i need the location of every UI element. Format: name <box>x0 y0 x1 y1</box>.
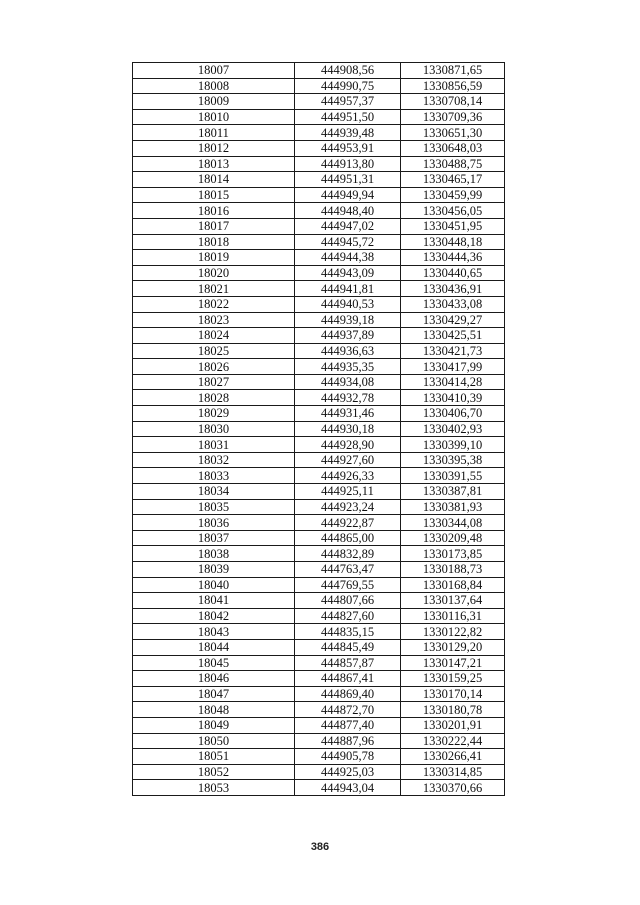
table-row <box>133 577 505 593</box>
y-coordinate-cell: 1330188,73 <box>401 562 505 578</box>
y-coordinate-cell: 1330395,38 <box>401 452 505 468</box>
y-coordinate-cell: 1330429,27 <box>401 312 505 328</box>
point-number-cell: 18048 <box>133 702 295 718</box>
x-coordinate-cell: 444949,94 <box>295 187 401 203</box>
point-number-cell: 18032 <box>133 452 295 468</box>
point-number-cell: 18031 <box>133 437 295 453</box>
point-number-cell: 18053 <box>133 780 295 796</box>
point-number-cell: 18007 <box>133 63 295 79</box>
point-number-cell: 18030 <box>133 421 295 437</box>
y-coordinate-cell: 1330448,18 <box>401 234 505 250</box>
point-number-cell: 18034 <box>133 484 295 500</box>
point-number-cell: 18019 <box>133 250 295 266</box>
table-row <box>133 655 505 671</box>
table-row <box>133 109 505 125</box>
x-coordinate-cell: 444845,49 <box>295 639 401 655</box>
table-row <box>133 187 505 203</box>
point-number-cell: 18052 <box>133 764 295 780</box>
y-coordinate-cell: 1330465,17 <box>401 172 505 188</box>
table-row <box>133 546 505 562</box>
table-row <box>133 530 505 546</box>
table-row <box>133 749 505 765</box>
x-coordinate-cell: 444951,50 <box>295 109 401 125</box>
x-coordinate-cell: 444925,03 <box>295 764 401 780</box>
table-row <box>133 250 505 266</box>
y-coordinate-cell: 1330314,85 <box>401 764 505 780</box>
x-coordinate-cell: 444827,60 <box>295 608 401 624</box>
table-row <box>133 218 505 234</box>
x-coordinate-cell: 444867,41 <box>295 671 401 687</box>
x-coordinate-cell: 444944,38 <box>295 250 401 266</box>
x-coordinate-cell: 444936,63 <box>295 343 401 359</box>
table-row <box>133 265 505 281</box>
y-coordinate-cell: 1330266,41 <box>401 749 505 765</box>
point-number-cell: 18029 <box>133 406 295 422</box>
table-row <box>133 390 505 406</box>
y-coordinate-cell: 1330391,55 <box>401 468 505 484</box>
y-coordinate-cell: 1330414,28 <box>401 374 505 390</box>
table-row <box>133 94 505 110</box>
point-number-cell: 18010 <box>133 109 295 125</box>
x-coordinate-cell: 444934,08 <box>295 374 401 390</box>
y-coordinate-cell: 1330444,36 <box>401 250 505 266</box>
point-number-cell: 18037 <box>133 530 295 546</box>
table-row <box>133 281 505 297</box>
table-row <box>133 78 505 94</box>
x-coordinate-cell: 444957,37 <box>295 94 401 110</box>
x-coordinate-cell: 444927,60 <box>295 452 401 468</box>
x-coordinate-cell: 444948,40 <box>295 203 401 219</box>
table-row <box>133 63 505 79</box>
table-row <box>133 624 505 640</box>
y-coordinate-cell: 1330137,64 <box>401 593 505 609</box>
y-coordinate-cell: 1330651,30 <box>401 125 505 141</box>
point-number-cell: 18042 <box>133 608 295 624</box>
y-coordinate-cell: 1330433,08 <box>401 296 505 312</box>
x-coordinate-cell: 444872,70 <box>295 702 401 718</box>
x-coordinate-cell: 444905,78 <box>295 749 401 765</box>
point-number-cell: 18044 <box>133 639 295 655</box>
point-number-cell: 18035 <box>133 499 295 515</box>
table-row <box>133 733 505 749</box>
table-row <box>133 125 505 141</box>
y-coordinate-cell: 1330168,84 <box>401 577 505 593</box>
x-coordinate-cell: 444951,31 <box>295 172 401 188</box>
table-row <box>133 359 505 375</box>
table-row <box>133 437 505 453</box>
y-coordinate-cell: 1330871,65 <box>401 63 505 79</box>
x-coordinate-cell: 444990,75 <box>295 78 401 94</box>
table-row <box>133 702 505 718</box>
x-coordinate-cell: 444945,72 <box>295 234 401 250</box>
point-number-cell: 18018 <box>133 234 295 250</box>
point-number-cell: 18015 <box>133 187 295 203</box>
x-coordinate-cell: 444923,24 <box>295 499 401 515</box>
x-coordinate-cell: 444763,47 <box>295 562 401 578</box>
y-coordinate-cell: 1330399,10 <box>401 437 505 453</box>
table-row <box>133 780 505 796</box>
x-coordinate-cell: 444887,96 <box>295 733 401 749</box>
x-coordinate-cell: 444926,33 <box>295 468 401 484</box>
x-coordinate-cell: 444769,55 <box>295 577 401 593</box>
point-number-cell: 18049 <box>133 717 295 733</box>
x-coordinate-cell: 444832,89 <box>295 546 401 562</box>
x-coordinate-cell: 444932,78 <box>295 390 401 406</box>
point-number-cell: 18025 <box>133 343 295 359</box>
x-coordinate-cell: 444939,18 <box>295 312 401 328</box>
point-number-cell: 18014 <box>133 172 295 188</box>
x-coordinate-cell: 444937,89 <box>295 328 401 344</box>
page-number: 386 <box>310 841 330 853</box>
y-coordinate-cell: 1330147,21 <box>401 655 505 671</box>
table-row <box>133 156 505 172</box>
y-coordinate-cell: 1330406,70 <box>401 406 505 422</box>
x-coordinate-cell: 444922,87 <box>295 515 401 531</box>
y-coordinate-cell: 1330451,95 <box>401 218 505 234</box>
x-coordinate-cell: 444835,15 <box>295 624 401 640</box>
point-number-cell: 18022 <box>133 296 295 312</box>
y-coordinate-cell: 1330436,91 <box>401 281 505 297</box>
point-number-cell: 18036 <box>133 515 295 531</box>
point-number-cell: 18017 <box>133 218 295 234</box>
point-number-cell: 18046 <box>133 671 295 687</box>
x-coordinate-cell: 444931,46 <box>295 406 401 422</box>
table-row <box>133 374 505 390</box>
point-number-cell: 18026 <box>133 359 295 375</box>
x-coordinate-cell: 444877,40 <box>295 717 401 733</box>
x-coordinate-cell: 444947,02 <box>295 218 401 234</box>
point-number-cell: 18041 <box>133 593 295 609</box>
y-coordinate-cell: 1330421,73 <box>401 343 505 359</box>
point-number-cell: 18024 <box>133 328 295 344</box>
x-coordinate-cell: 444869,40 <box>295 686 401 702</box>
y-coordinate-cell: 1330488,75 <box>401 156 505 172</box>
y-coordinate-cell: 1330180,78 <box>401 702 505 718</box>
table-row <box>133 671 505 687</box>
y-coordinate-cell: 1330370,66 <box>401 780 505 796</box>
coordinates-table-body <box>133 63 505 796</box>
y-coordinate-cell: 1330209,48 <box>401 530 505 546</box>
x-coordinate-cell: 444913,80 <box>295 156 401 172</box>
point-number-cell: 18020 <box>133 265 295 281</box>
point-number-cell: 18008 <box>133 78 295 94</box>
x-coordinate-cell: 444865,00 <box>295 530 401 546</box>
table-row <box>133 717 505 733</box>
y-coordinate-cell: 1330402,93 <box>401 421 505 437</box>
y-coordinate-cell: 1330170,14 <box>401 686 505 702</box>
table-row <box>133 608 505 624</box>
x-coordinate-cell: 444953,91 <box>295 140 401 156</box>
point-number-cell: 18021 <box>133 281 295 297</box>
y-coordinate-cell: 1330381,93 <box>401 499 505 515</box>
x-coordinate-cell: 444930,18 <box>295 421 401 437</box>
x-coordinate-cell: 444939,48 <box>295 125 401 141</box>
point-number-cell: 18016 <box>133 203 295 219</box>
table-row <box>133 140 505 156</box>
y-coordinate-cell: 1330425,51 <box>401 328 505 344</box>
x-coordinate-cell: 444941,81 <box>295 281 401 297</box>
point-number-cell: 18028 <box>133 390 295 406</box>
y-coordinate-cell: 1330410,39 <box>401 390 505 406</box>
table-row <box>133 515 505 531</box>
y-coordinate-cell: 1330344,08 <box>401 515 505 531</box>
y-coordinate-cell: 1330456,05 <box>401 203 505 219</box>
y-coordinate-cell: 1330222,44 <box>401 733 505 749</box>
table-row <box>133 328 505 344</box>
table-row <box>133 593 505 609</box>
point-number-cell: 18012 <box>133 140 295 156</box>
table-row <box>133 452 505 468</box>
point-number-cell: 18038 <box>133 546 295 562</box>
table-row <box>133 499 505 515</box>
table-row <box>133 406 505 422</box>
table-row <box>133 343 505 359</box>
point-number-cell: 18033 <box>133 468 295 484</box>
point-number-cell: 18047 <box>133 686 295 702</box>
x-coordinate-cell: 444943,04 <box>295 780 401 796</box>
table-row <box>133 562 505 578</box>
table-row <box>133 203 505 219</box>
point-number-cell: 18039 <box>133 562 295 578</box>
point-number-cell: 18023 <box>133 312 295 328</box>
table-row <box>133 764 505 780</box>
table-row <box>133 296 505 312</box>
y-coordinate-cell: 1330173,85 <box>401 546 505 562</box>
y-coordinate-cell: 1330648,03 <box>401 140 505 156</box>
x-coordinate-cell: 444807,66 <box>295 593 401 609</box>
point-number-cell: 18045 <box>133 655 295 671</box>
point-number-cell: 18040 <box>133 577 295 593</box>
table-row <box>133 234 505 250</box>
x-coordinate-cell: 444908,56 <box>295 63 401 79</box>
point-number-cell: 18043 <box>133 624 295 640</box>
point-number-cell: 18009 <box>133 94 295 110</box>
y-coordinate-cell: 1330116,31 <box>401 608 505 624</box>
x-coordinate-cell: 444940,53 <box>295 296 401 312</box>
point-number-cell: 18013 <box>133 156 295 172</box>
y-coordinate-cell: 1330201,91 <box>401 717 505 733</box>
coordinates-table <box>132 62 505 796</box>
point-number-cell: 18050 <box>133 733 295 749</box>
x-coordinate-cell: 444857,87 <box>295 655 401 671</box>
y-coordinate-cell: 1330122,82 <box>401 624 505 640</box>
table-row <box>133 421 505 437</box>
y-coordinate-cell: 1330129,20 <box>401 639 505 655</box>
x-coordinate-cell: 444935,35 <box>295 359 401 375</box>
table-row <box>133 172 505 188</box>
y-coordinate-cell: 1330387,81 <box>401 484 505 500</box>
table-row <box>133 484 505 500</box>
x-coordinate-cell: 444925,11 <box>295 484 401 500</box>
y-coordinate-cell: 1330709,36 <box>401 109 505 125</box>
point-number-cell: 18027 <box>133 374 295 390</box>
y-coordinate-cell: 1330708,14 <box>401 94 505 110</box>
x-coordinate-cell: 444928,90 <box>295 437 401 453</box>
point-number-cell: 18011 <box>133 125 295 141</box>
table-row <box>133 312 505 328</box>
point-number-cell: 18051 <box>133 749 295 765</box>
y-coordinate-cell: 1330440,65 <box>401 265 505 281</box>
table-row <box>133 468 505 484</box>
y-coordinate-cell: 1330856,59 <box>401 78 505 94</box>
table-row <box>133 639 505 655</box>
table-row <box>133 686 505 702</box>
y-coordinate-cell: 1330159,25 <box>401 671 505 687</box>
y-coordinate-cell: 1330459,99 <box>401 187 505 203</box>
x-coordinate-cell: 444943,09 <box>295 265 401 281</box>
y-coordinate-cell: 1330417,99 <box>401 359 505 375</box>
